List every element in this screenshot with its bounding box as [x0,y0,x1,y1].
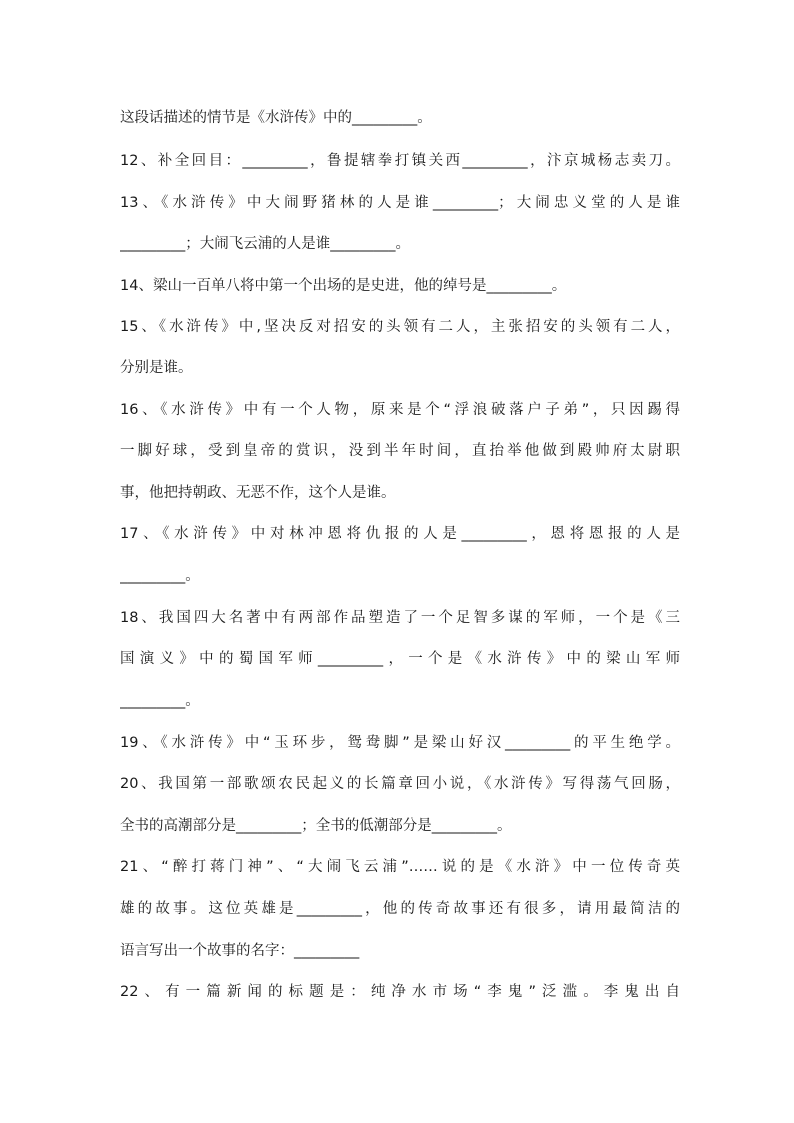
text-line-q20-cont: 全书的高潮部分是_________；全书的低潮部分是_________。 [120,818,512,834]
text-line-q21-cont-2: 语言写出一个故事的名字：_________ [120,943,360,959]
text-line-q17: 17、《水浒传》中对林冲恩将仇报的人是_________，恩将恩报的人是 [120,526,680,542]
text-line-q19: 19、《水浒传》中“玉环步，鸳鸯脚”是梁山好汉_________的平生绝学。 [120,735,680,751]
text-line-q14: 14、梁山一百单八将中第一个出场的是史进，他的绰号是_________。 [120,278,567,294]
text-line-q15-cont: 分别是谁。 [120,360,193,376]
text-line-q13: 13、《水浒传》中大闹野猪林的人是谁_________；大闹忠义堂的人是谁 [120,195,680,211]
text-line-q21-cont-1: 雄的故事。这位英雄是_________，他的传奇故事还有很多，请用最简洁的 [120,901,680,917]
text-line-1: 这段话描述的情节是《水浒传》中的_________。 [120,110,432,126]
text-line-q15: 15、《水浒传》中,坚决反对招安的头领有二人，主张招安的头领有二人， [120,319,680,335]
text-line-q16-cont-2: 事，他把持朝政、无恶不作，这个人是谁。 [120,485,396,501]
text-line-q13-cont: _________；大闹飞云浦的人是谁_________。 [120,236,410,252]
text-line-q17-cont: _________。 [120,568,200,584]
text-line-q18: 18、我国四大名著中有两部作品塑造了一个足智多谋的军师，一个是《三 [120,610,680,626]
text-line-q16-cont-1: 一脚好球，受到皇帝的赏识，没到半年时间，直抬举他做到殿帅府太尉职 [120,443,680,459]
text-line-q20: 20、我国第一部歌颂农民起义的长篇章回小说，《水浒传》写得荡气回肠， [120,776,680,792]
text-line-q16: 16、《水浒传》中有一个人物，原来是个“浮浪破落户子弟”，只因踢得 [120,402,680,418]
text-line-q22: 22、有一篇新闻的标题是：纯净水市场“李鬼”泛滥。李鬼出自 [120,984,680,1000]
text-line-q21: 21、“醉打蒋门神”、“大闹飞云浦”……说的是《水浒》中一位传奇英 [120,859,680,875]
text-line-q12: 12、补全回目：_________，鲁提辖拳打镇关西_________，汴京城杨志卖刀。 [120,153,680,169]
text-line-q18-cont-2: _________。 [120,693,200,709]
text-line-q18-cont-1: 国演义》中的蜀国军师_________，一个是《水浒传》中的梁山军师 [120,651,680,667]
